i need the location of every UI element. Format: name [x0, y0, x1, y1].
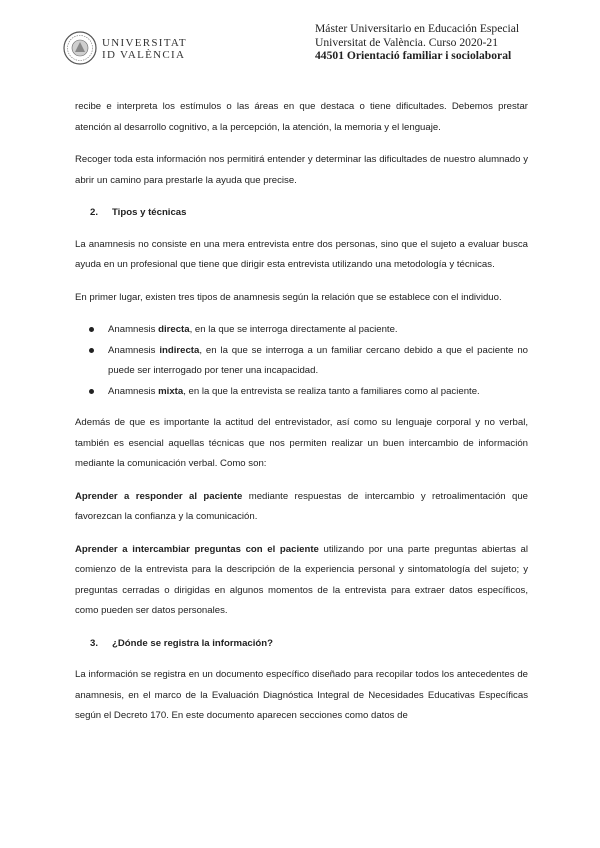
page-header: [0, 0, 600, 80]
subject-name: 44501 Orientació familiar i sociolaboral: [315, 49, 512, 62]
paragraph: En primer lugar, existen tres tipos de anamnesis según la relación que se establece con el individuo.: [75, 291, 502, 303]
list-item: Anamnesis directa, en la que se interroga directamente al paciente.: [75, 320, 528, 341]
university-logo: [62, 30, 187, 66]
section-number: 2.: [90, 207, 99, 218]
paragraph: La información se registra en un documento específico diseñado para recopilar todos los antecedentes de anamnesis, en el marco de la Evaluación Diagnóstica Integral de Necesidades Educativas Específicas según el Decreto 170. En este documento aparecen secciones como datos de: [75, 669, 528, 721]
logo-line-2: ID VALÈNCIA: [102, 49, 186, 61]
anamnesis-types-list: [75, 320, 528, 402]
university-course: Universitat de València. Curso 2020-21: [315, 35, 498, 49]
paragraph: Aprender a responder al paciente mediante respuestas de intercambio y retroalimentación que favorezcan la confianza y la comunicación.: [75, 490, 528, 522]
course-info: [315, 22, 519, 63]
paragraph: Además de que es importante la actitud del entrevistador, así como su lenguaje corporal y no verbal, también es esencial aquellas técnicas que nos permiten realizar un buen intercambio de información mediante la comunicación verbal. Como son:: [75, 417, 528, 469]
section-title: ¿Dónde se registra la información?: [112, 637, 273, 649]
logo-line-1: UNIVERSITAT: [102, 37, 187, 49]
paragraph: Aprender a intercambiar preguntas con el paciente utilizando por una parte preguntas abiertas al comienzo de la entrevista para la descripción de la experiencia personal y sintomatología del sujeto; y preguntas cerradas o dirigidas en algunos momentos de la entrevista para extraer datos específicos, como pueden ser datos personales.: [75, 543, 529, 616]
bullet-icon: [89, 327, 94, 332]
section-number: 3.: [90, 637, 99, 649]
section-title: Tipos y técnicas: [112, 207, 187, 218]
list-item: Anamnesis mixta, en la que la entrevista se realiza tanto a familiares como al paciente.: [75, 382, 528, 403]
logo-wordmark: [102, 37, 187, 61]
paragraph: recibe e interpreta los estímulos o las áreas en que destaca o tiene dificultades. Debemos prestar atención al desarrollo cognitivo, a la percepción, la atención, la memoria y el lenguaje.: [75, 101, 528, 133]
list-item: Anamnesis indirecta, en la que se interroga a un familiar cercano debido a que el paciente no puede ser interrogado por tener una incapacidad.: [75, 341, 528, 382]
section-heading-2: [75, 203, 528, 224]
bullet-icon: [89, 389, 94, 394]
section-heading-3: [75, 634, 528, 655]
technique-title: Aprender a responder al paciente: [75, 490, 243, 502]
bullet-icon: [89, 348, 94, 353]
paragraph: Recoger toda esta información nos permitirá entender y determinar las dificultades de nuestro alumnado y abrir un camino para prestarle la ayuda que precise.: [75, 154, 528, 186]
university-seal-icon: [62, 30, 98, 66]
document-body: [75, 97, 528, 739]
program-name: Máster Universitario en Educación Especial: [315, 22, 520, 35]
technique-title: Aprender a intercambiar preguntas con el paciente: [75, 543, 319, 555]
paragraph: La anamnesis no consiste en una mera entrevista entre dos personas, sino que el sujeto a evaluar busca ayuda en un profesional que tiene que dirigir esta entrevista utilizando una metodología y técnicas.: [75, 238, 528, 270]
